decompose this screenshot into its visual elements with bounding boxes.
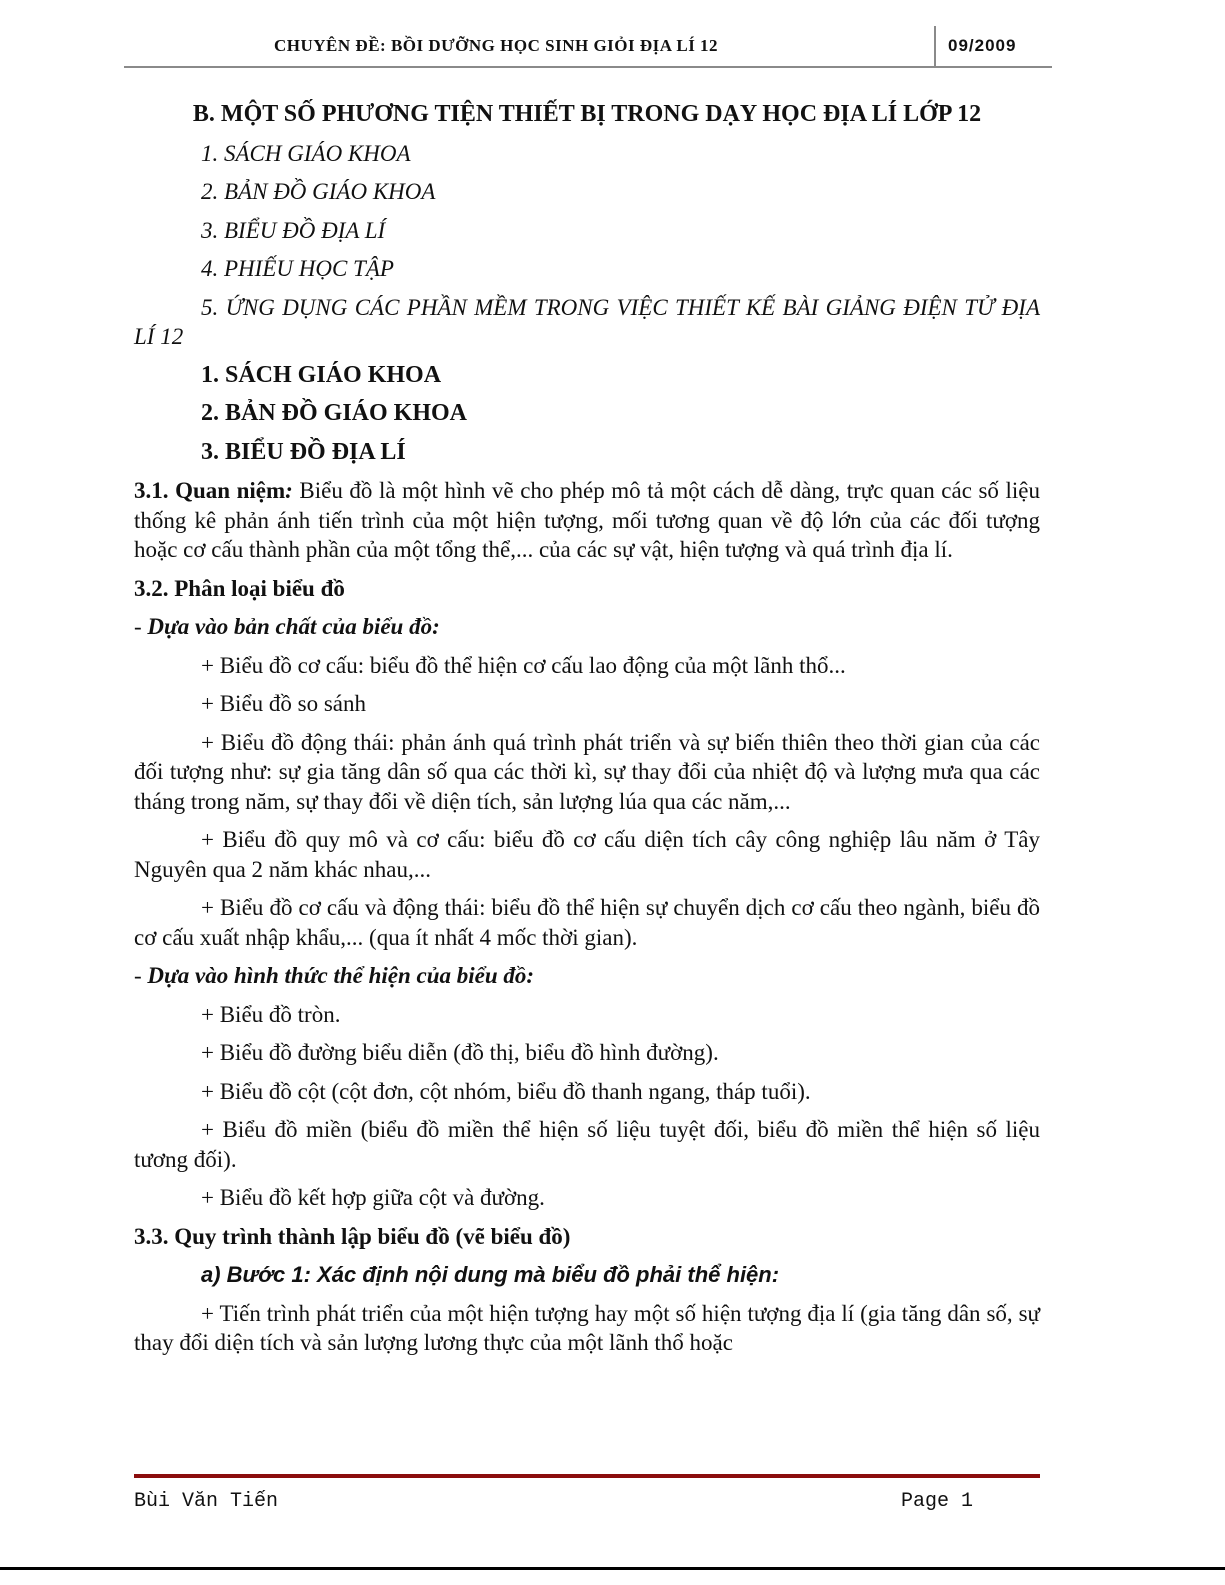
- group2-dash: -: [134, 963, 148, 988]
- footer-rule: [134, 1474, 1040, 1478]
- concept-text: Biểu đồ là một hình vẽ cho phép mô tả một cách dễ dàng, trực quan các số liệu thống kê phản ánh tiến trình của một hiện tượng, mối tương quan về độ lớn của các đối tượng hoặc cơ cấu thành phần của một tổng thể,... của các sự vật, hiện tượng và quá trình địa lí.: [134, 478, 1040, 562]
- header-divider: [934, 26, 936, 66]
- group1-item-3: + Biểu đồ động thái: phản ánh quá trình phát triển và sự biến thiên theo thời gian của các đối tượng như: sự gia tăng dân số qua các thời kì, sự thay đổi của nhiệt độ và lượng mưa qua các tháng trong năm, sự thay đổi về diện tích, sản lượng lúa qua các năm,...: [134, 729, 1040, 814]
- group2-heading: [134, 961, 1040, 991]
- header-title: CHUYÊN ĐỀ: BỒI DƯỠNG HỌC SINH GIỎI ĐỊA LÍ 12: [274, 36, 719, 55]
- group2-item-3: + Biểu đồ cột (cột đơn, cột nhóm, biểu đồ thanh ngang, tháp tuổi).: [201, 1078, 811, 1104]
- header-date: 09/2009: [948, 36, 1017, 55]
- section-heading-2: 2. BẢN ĐỒ GIÁO KHOA: [201, 400, 468, 426]
- page-header: [124, 26, 1052, 68]
- step1-text: + Tiến trình phát triển của một hiện tượng hay một số hiện tượng địa lí (gia tăng dân số, sự thay đổi diện tích và sản lượng lương thực của một lãnh thổ hoặc: [134, 1300, 1040, 1355]
- procedure-heading: 3.3. Quy trình thành lập biểu đồ (vẽ biểu đồ): [134, 1223, 571, 1249]
- document-body: [134, 100, 1040, 1367]
- concept-label: 3.1. Quan niệm: [134, 478, 286, 503]
- group1-item-5: + Biểu đồ cơ cấu và động thái: biểu đồ thể hiện sự chuyển dịch cơ cấu theo ngành, biểu đồ cơ cấu xuất nhập khẩu,... (qua ít nhất 4 mốc thời gian).: [134, 895, 1040, 950]
- concept-paragraph: [134, 476, 1040, 565]
- toc-item-3: 3. BIỂU ĐỒ ĐỊA LÍ: [201, 217, 386, 243]
- group1-item-1: + Biểu đồ cơ cấu: biểu đồ thể hiện cơ cấu lao động của một lãnh thổ...: [201, 652, 846, 678]
- main-heading: B. MỘT SỐ PHƯƠNG TIỆN THIẾT BỊ TRONG DẠY HỌC ĐỊA LÍ LỚP 12: [192, 101, 982, 127]
- footer-author: Bùi Văn Tiến: [134, 1490, 279, 1513]
- group2-item-1: + Biểu đồ tròn.: [201, 1001, 341, 1027]
- section-heading-1: 1. SÁCH GIÁO KHOA: [201, 361, 442, 388]
- group2-label: Dựa vào hình thức thể hiện của biểu đồ:: [147, 963, 535, 988]
- toc-item-1: 1. SÁCH GIÁO KHOA: [201, 140, 411, 166]
- concept-colon: :: [285, 478, 293, 503]
- group1-dash: -: [134, 614, 148, 639]
- group2-item-2: + Biểu đồ đường biểu diễn (đồ thị, biểu đồ hình đường).: [201, 1040, 719, 1065]
- classification-heading: 3.2. Phân loại biểu đồ: [134, 575, 345, 601]
- group1-label: Dựa vào bản chất của biểu đồ:: [147, 614, 440, 639]
- group1-item-4: + Biểu đồ quy mô và cơ cấu: biểu đồ cơ cấu diện tích cây công nghiệp lâu năm ở Tây Nguyên qua 2 năm khác nhau,...: [134, 827, 1040, 882]
- page-number: Page 1: [901, 1490, 974, 1513]
- toc-item-2: 2. BẢN ĐỒ GIÁO KHOA: [201, 179, 436, 204]
- group2-item-5: + Biểu đồ kết hợp giữa cột và đường.: [201, 1185, 545, 1210]
- group2-item-4: + Biểu đồ miền (biểu đồ miền thể hiện số liệu tuyệt đối, biểu đồ miền thể hiện số liệu tương đối).: [134, 1117, 1040, 1172]
- toc-item-4: 4. PHIẾU HỌC TẬP: [201, 256, 394, 281]
- step1-heading: a) Bước 1: Xác định nội dung mà biểu đồ phải thể hiện:: [201, 1262, 780, 1287]
- group1-item-2: + Biểu đồ so sánh: [201, 691, 367, 716]
- group1-heading: [134, 612, 1040, 642]
- toc-item-5: 5. ỨNG DỤNG CÁC PHẦN MỀM TRONG VIỆC THIẾT KẾ BÀI GIẢNG ĐIỆN TỬ ĐỊA LÍ 12: [134, 294, 1040, 349]
- page-bottom-edge: [0, 1567, 1225, 1570]
- section-heading-3: 3. BIỂU ĐỒ ĐỊA LÍ: [201, 438, 406, 465]
